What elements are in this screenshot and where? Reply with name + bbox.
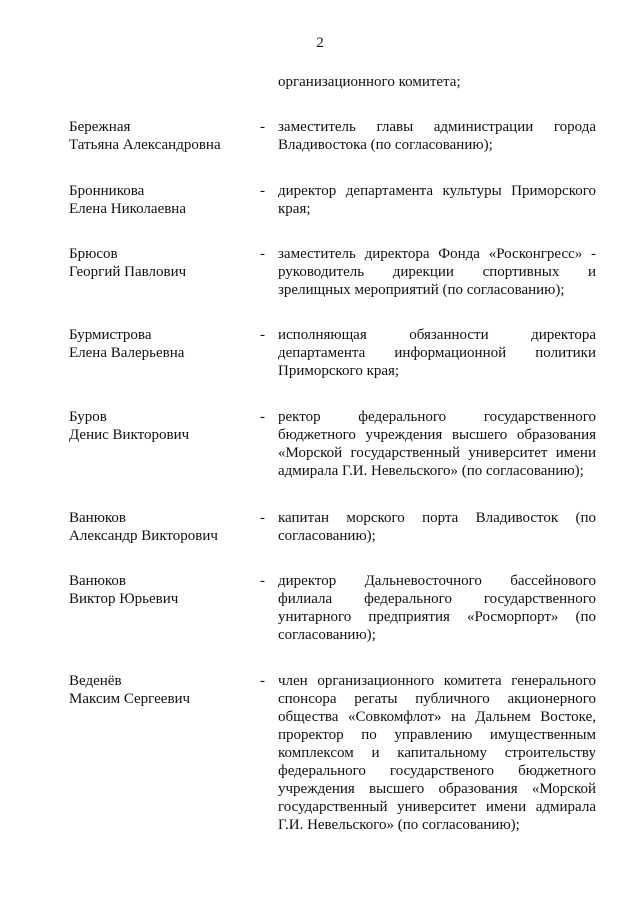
position-line: бюджетного учреждения высшего образования [278, 427, 596, 443]
position-line: директор департамента культуры Приморского [278, 183, 596, 199]
member-position [278, 672, 596, 834]
position-line: государственный университет имени адмирала [278, 799, 596, 815]
dash-separator: - [260, 327, 265, 343]
position-line: филиала федерального государственного [278, 591, 596, 607]
position-line: адмирала Г.И. Невельского» (по согласованию); [278, 463, 584, 479]
member-given-name: Максим Сергеевич [69, 691, 191, 707]
position-line: заместитель главы администрации города [278, 119, 596, 135]
position-line: проректор по управлению имущественным [278, 727, 596, 743]
member-given-name: Денис Викторович [69, 427, 190, 443]
member-name [69, 509, 259, 545]
position-line: «Морской государственный университет имени [278, 445, 596, 461]
position-line: руководитель дирекции спортивных и [278, 264, 596, 280]
position-line: департамента информационной политики [278, 345, 596, 361]
member-position [278, 509, 596, 545]
member-position [278, 182, 596, 218]
member-surname: Веденёв [69, 673, 122, 689]
page-number: 2 [316, 35, 324, 51]
position-line: капитан морского порта Владивосток (по [278, 510, 596, 526]
position-line: согласованию); [278, 528, 376, 544]
dash-separator: - [260, 409, 265, 425]
dash-separator: - [260, 673, 265, 689]
member-position [278, 118, 596, 154]
member-surname: Бронникова [69, 183, 145, 199]
member-given-name: Елена Николаевна [69, 201, 186, 217]
position-line: комплексом и капитальному строительству [278, 745, 596, 761]
member-position [278, 326, 596, 380]
member-given-name: Елена Валерьевна [69, 345, 185, 361]
member-given-name: Виктор Юрьевич [69, 591, 179, 607]
member-surname: Бурмистрова [69, 327, 152, 343]
member-position [278, 245, 596, 299]
member-surname: Бережная [69, 119, 131, 135]
dash-separator: - [260, 183, 265, 199]
member-name [69, 182, 259, 218]
member-surname: Брюсов [69, 246, 118, 262]
member-surname: Ванюков [69, 510, 127, 526]
member-given-name: Татьяна Александровна [69, 137, 221, 153]
position-line: директор Дальневосточного бассейнового [278, 573, 596, 589]
member-given-name: Александр Викторович [69, 528, 218, 544]
member-name [69, 672, 259, 708]
dash-separator: - [260, 510, 265, 526]
position-line: унитарного предприятия «Росморпорт» (по [278, 609, 596, 625]
position-line: учреждения высшего образования «Морской [278, 781, 596, 797]
continuation-text: организационного комитета; [278, 74, 461, 90]
position-line: Г.И. Невельского» (по согласованию); [278, 817, 520, 833]
position-line: спонсора регаты публичного акционерного [278, 691, 596, 707]
position-line: согласованию); [278, 627, 376, 643]
position-line: Владивостока (по согласованию); [278, 137, 493, 153]
position-line: федерального государственого бюджетного [278, 763, 596, 779]
position-line: края; [278, 201, 311, 217]
member-name [69, 408, 259, 444]
member-position [278, 572, 596, 644]
member-position [278, 408, 596, 480]
position-line: зрелищных мероприятий (по согласованию); [278, 282, 565, 298]
position-line: исполняющая обязанности директора [278, 327, 596, 343]
position-line: заместитель директора Фонда «Росконгресс» - [278, 246, 596, 262]
position-line: ректор федерального государственного [278, 409, 596, 425]
position-line: Приморского края; [278, 363, 400, 379]
position-line: общества «Совкомфлот» на Дальнем Востоке, [278, 709, 596, 725]
dash-separator: - [260, 119, 265, 135]
member-name [69, 245, 259, 281]
dash-separator: - [260, 573, 265, 589]
member-surname: Ванюков [69, 573, 127, 589]
member-name [69, 118, 259, 154]
position-line: член организационного комитета генерального [278, 673, 596, 689]
member-name [69, 572, 259, 608]
member-surname: Буров [69, 409, 107, 425]
dash-separator: - [260, 246, 265, 262]
member-given-name: Георгий Павлович [69, 264, 187, 280]
member-name [69, 326, 259, 362]
